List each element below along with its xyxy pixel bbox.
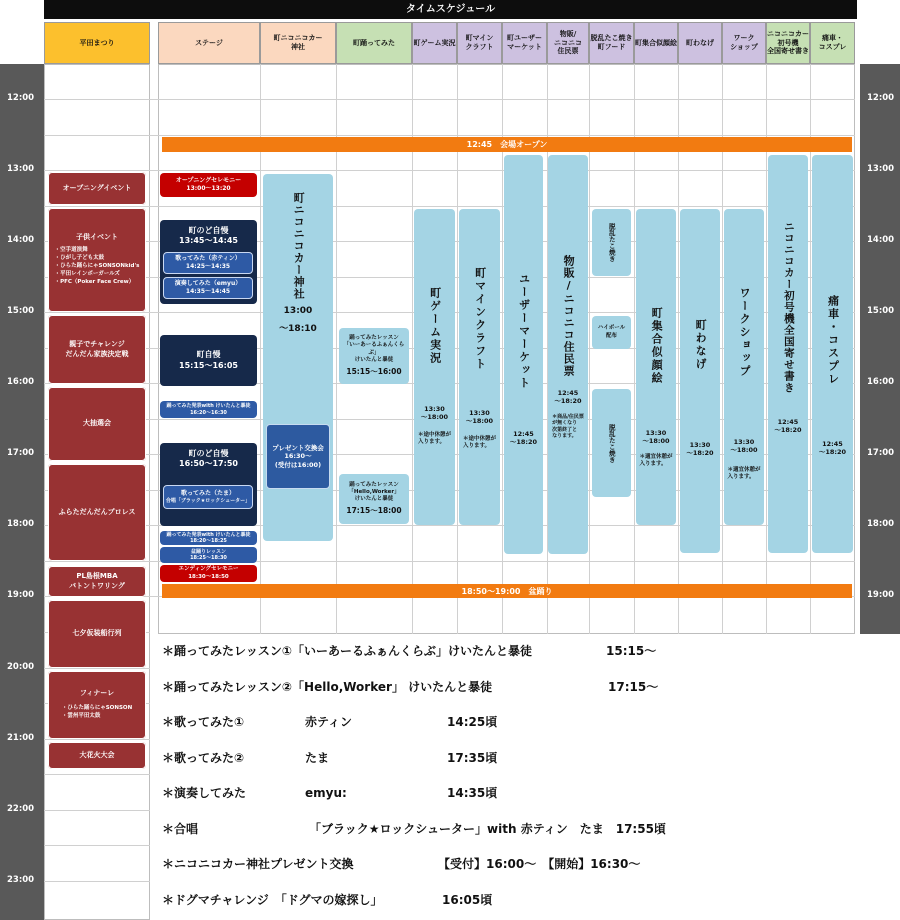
itasha-name: 痛車・コスプレ	[826, 295, 840, 386]
header-game: 町ゲーム実況	[412, 22, 457, 64]
tako-2-name: 脱乱たこ焼き	[607, 423, 616, 463]
note-time: 17:35頃	[447, 751, 498, 765]
note-mid: emyu:	[305, 786, 347, 800]
stage-odotte-happyou-1: 踊ってみた発表with けいたんと暴徒 16:20〜16:30	[160, 401, 257, 418]
booth-game	[414, 209, 455, 525]
note-dogma	[162, 891, 493, 909]
header-hirata: 平田まつり	[44, 22, 150, 64]
grid-line	[44, 170, 855, 171]
note-gasshou	[162, 820, 666, 838]
note-mid: たま	[305, 751, 330, 765]
hirata-finale	[48, 671, 146, 739]
hirata-prowrestling: ふらただんだんプロレス	[48, 464, 146, 561]
time-label: 18:00	[867, 519, 895, 529]
nodojiman-1-label: 町のど自慢 13:45〜14:45	[179, 226, 238, 246]
lesson-1-label: 踊ってみたレッスン 「いーあーるふぁんくらぶ」 けいたんと暴徒	[343, 335, 405, 363]
time-label: 15:00	[7, 306, 35, 316]
jinja-time-end: 〜18:10	[279, 323, 317, 334]
note-mid: 赤ティン	[305, 715, 353, 729]
note-text: ＊踊ってみたレッスン②「Hello,Worker」 けいたんと暴徒	[162, 680, 493, 694]
butsuhan-name: 物販/ニコニコ住民票	[562, 255, 576, 377]
hirata-hanabi: 大花火大会	[48, 742, 146, 769]
header-odotte: 町踊ってみた	[336, 22, 412, 64]
stage-ensou: 演奏してみた（emyu） 14:35〜14:45	[163, 277, 253, 299]
grid-line	[44, 881, 150, 882]
time-label: 12:00	[867, 93, 895, 103]
user-market-time: 12:45 〜18:20	[509, 430, 538, 447]
lesson-1-time: 15:15〜16:00	[346, 366, 402, 376]
stage-odotte-happyou-2: 踊ってみた発表with けいたんと暴徒 18:20〜18:25	[160, 531, 257, 545]
lesson-2-label: 踊ってみたレッスン 「Hello,Worker」 けいたんと暴徒	[348, 481, 400, 503]
booth-user-market	[504, 155, 543, 554]
butsuhan-time: 12:45 〜18:20	[554, 389, 582, 406]
header-workshop: ワーク ショップ	[722, 22, 766, 64]
time-label: 15:00	[867, 306, 895, 316]
note-utatte-1	[162, 713, 498, 731]
workshop-note: ＊適宜休憩が 入ります。	[727, 466, 761, 481]
header-itasha: 痛車・ コスプレ	[810, 22, 855, 64]
note-text: ＊踊ってみたレッスン①「いーあーるふぁんくらぶ」けいたんと暴徒	[162, 644, 533, 658]
note-text: ＊ドグマチャレンジ 「ドグマの嫁探し」	[162, 893, 383, 907]
jinja-present-exchange: プレゼント交換会 16:30〜 (受付は16:00)	[266, 424, 330, 489]
note-ensou	[162, 784, 498, 802]
tako-1-name: 脱乱たこ焼き	[607, 223, 616, 262]
header-wanage: 町わなげ	[678, 22, 722, 64]
header-butsuhan: 物販/ ニコニコ 住民票	[547, 22, 589, 64]
booth-nigao	[636, 209, 676, 525]
kodomo-title: 子供イベント	[76, 233, 118, 242]
note-time: 17:15〜	[608, 680, 659, 694]
time-label: 18:00	[7, 519, 35, 529]
workshop-time: 13:30 〜18:00	[730, 438, 758, 455]
booth-tako-2	[592, 389, 631, 497]
booth-butsuhan	[548, 155, 588, 554]
odotte-lesson-2	[339, 474, 409, 524]
grid-line	[44, 774, 150, 775]
time-label: 19:00	[7, 590, 35, 600]
note-text: ＊合唱	[162, 822, 199, 836]
booth-minecraft	[459, 209, 500, 525]
time-column-right	[860, 64, 900, 634]
stage-machi-jiman: 町自慢 15:15〜16:05	[160, 335, 257, 386]
time-label: 22:00	[7, 804, 35, 814]
lesson-2-time: 17:15〜18:00	[346, 506, 402, 516]
workshop-name: ワークショップ	[738, 287, 752, 378]
note-text: ＊演奏してみた	[162, 786, 247, 800]
hirata-kodomo-event	[48, 208, 146, 312]
stage-ending-ceremony: エンディングセレモニー 18:30〜18:50	[160, 565, 257, 582]
itasha-time: 12:45 〜18:20	[818, 440, 847, 457]
booth-highball: ハイボール 配布	[592, 316, 631, 349]
time-label: 13:00	[867, 164, 895, 174]
grid-line	[44, 845, 150, 846]
header-tako: 脱乱たこ焼き 町フード	[589, 22, 634, 64]
note-utatte-2	[162, 749, 498, 767]
minecraft-note: ＊途中休憩が 入ります。	[462, 435, 496, 450]
grid-line	[44, 99, 855, 100]
stage-utatte-2-gasshou	[163, 485, 253, 509]
finale-title: フィナーレ	[79, 689, 115, 698]
hirata-mba: PL島根MBA バトントワリング	[48, 566, 146, 597]
banner-bon-odori: 18:50〜19:00 盆踊り	[162, 584, 852, 598]
time-label: 12:00	[7, 93, 35, 103]
jinja-name: 町ニコニコカー神社	[292, 192, 306, 300]
jinja-time-start: 13:00	[283, 306, 313, 316]
stage-utatte-1: 歌ってみた（赤ティン） 14:25〜14:35	[163, 252, 253, 274]
grid-line	[44, 668, 150, 669]
time-column-left	[0, 64, 44, 920]
butsuhan-note: ＊商品/住民票 が無くなり 次第終了と なります。	[552, 413, 584, 440]
time-label: 17:00	[867, 448, 895, 458]
hirata-oyako-challenge: 親子でチャレンジ だんだん家族決定戦	[48, 315, 146, 384]
minecraft-time: 13:30 〜18:00	[465, 409, 494, 426]
nigao-name: 町集合似顔絵	[650, 307, 664, 385]
note-mid: 【受付】16:00〜 【開始】16:30〜	[438, 857, 641, 871]
booth-wanage	[680, 209, 720, 553]
time-label: 16:00	[7, 377, 35, 387]
booth-nicocar	[768, 155, 808, 553]
hirata-chusen: 大抽選会	[48, 387, 146, 461]
header-nicocar: ニコニコカー 初号機 全国寄せ書き	[766, 22, 810, 64]
time-label: 21:00	[7, 733, 35, 743]
note-present	[162, 855, 641, 873]
time-label: 20:00	[7, 662, 35, 672]
wanage-name: 町わなげ	[694, 319, 708, 371]
grid-line	[44, 739, 150, 740]
header-nigao: 町集合似顔絵	[634, 22, 678, 64]
game-time: 13:30 〜18:00	[420, 405, 449, 422]
booth-workshop	[724, 209, 764, 525]
stage-opening-ceremony: オープニングセレモニー 13:00〜13:20	[160, 173, 257, 197]
booth-itasha	[812, 155, 853, 553]
odotte-lesson-1	[339, 328, 409, 384]
header-user-market: 町ユーザー マーケット	[502, 22, 547, 64]
time-label: 16:00	[867, 377, 895, 387]
minecraft-name: 町マインクラフト	[473, 267, 487, 371]
grid-line	[44, 135, 855, 136]
stage-nodojiman-2	[160, 443, 257, 526]
banner-venue-open: 12:45 会場オープン	[162, 137, 852, 152]
stage-nodojiman-1	[160, 220, 257, 304]
note-text: ＊ニコニコカー神社プレゼント交換	[162, 857, 354, 871]
note-mid: 「ブラック★ロックシューター」with 赤ティン たま 17:55頃	[309, 822, 666, 836]
header-jinja: 町ニコニコカー 神社	[260, 22, 336, 64]
note-time: 14:35頃	[447, 786, 498, 800]
hirata-opening-event: オープニングイベント	[48, 172, 146, 205]
grid-line	[44, 810, 150, 811]
nigao-note: ＊適宜休憩が 入ります。	[639, 453, 673, 468]
wanage-time: 13:30 〜18:20	[686, 441, 714, 458]
user-market-name: ユーザーマーケット	[517, 273, 531, 390]
time-label: 23:00	[7, 875, 35, 885]
time-label: 14:00	[867, 235, 895, 245]
note-lesson-1	[162, 642, 657, 660]
schedule-title: タイムスケジュール	[44, 0, 857, 19]
note-time: 15:15〜	[606, 644, 657, 658]
note-text: ＊歌ってみた②	[162, 751, 245, 765]
note-time: 16:05頃	[442, 893, 493, 907]
kodomo-list: ・空手道演舞 ・ひがし子ども太鼓 ・ひらた踊らにゃSONSONkid's ・平田レインボーガールズ ・PFC（Poker Face Crew）	[54, 247, 140, 285]
game-name: 町ゲーム実況	[428, 287, 442, 365]
game-note: ＊途中休憩が 入ります。	[417, 431, 451, 446]
note-text: ＊歌ってみた①	[162, 715, 245, 729]
note-time: 14:25頃	[447, 715, 498, 729]
time-label: 13:00	[7, 164, 35, 174]
nodojiman-2-label: 町のど自慢 16:50〜17:50	[179, 449, 238, 469]
header-stage: ステージ	[158, 22, 260, 64]
gasshou-label: 合唱「ブラック★ロックシューター」	[165, 497, 251, 504]
finale-list: ・ひらた踊らにゃSONSON ・雲州平田太鼓	[61, 704, 133, 719]
time-label: 14:00	[7, 235, 35, 245]
note-lesson-2	[162, 678, 659, 696]
time-label: 17:00	[7, 448, 35, 458]
header-minecraft: 町マイン クラフト	[457, 22, 502, 64]
utatte-2-label: 歌ってみた（たま）	[180, 489, 235, 497]
time-label: 19:00	[867, 590, 895, 600]
hirata-tanabata: 七夕仮装船行列	[48, 600, 146, 668]
nicocar-name: ニコニコカー初号機全国寄せ書き	[782, 221, 795, 394]
booth-tako-1	[592, 209, 631, 276]
nicocar-time: 12:45 〜18:20	[774, 417, 802, 434]
stage-bon-lesson: 盆踊りレッスン 18:25〜18:30	[160, 547, 257, 563]
grid-line	[44, 206, 855, 207]
nigao-time: 13:30 〜18:00	[642, 429, 670, 446]
